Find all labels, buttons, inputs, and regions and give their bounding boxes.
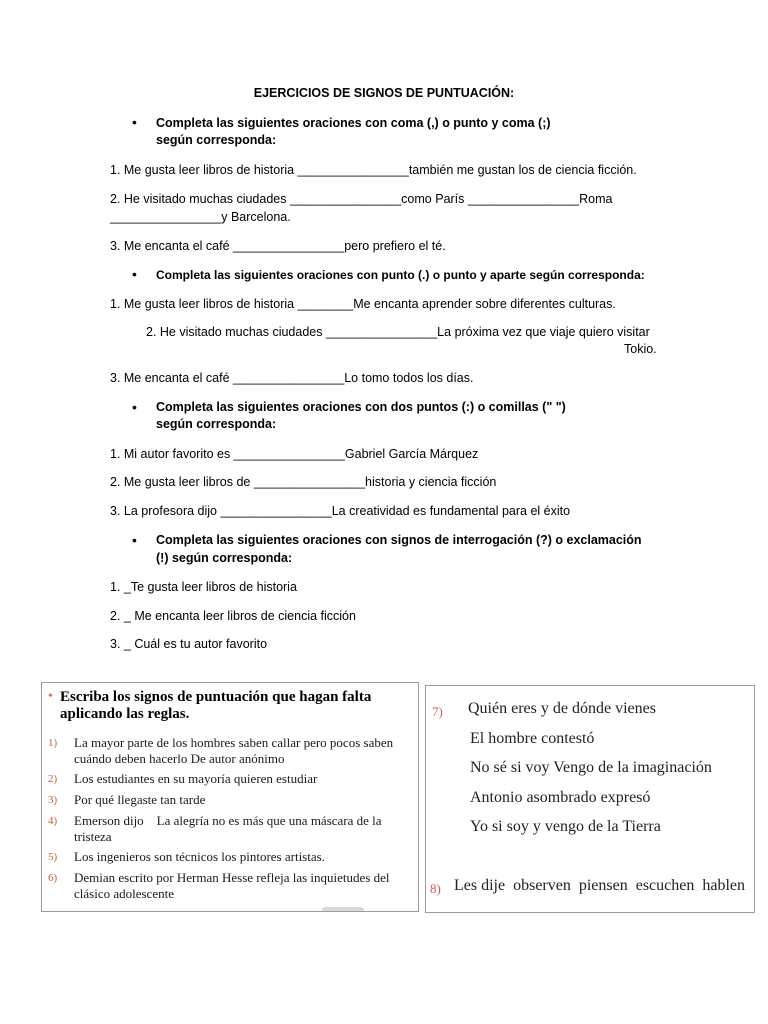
image-left-title-line1: Escriba los signos de puntuación que hagan falta — [60, 689, 372, 705]
section2-sentence-2a: 2. He visitado muchas ciudades ________________La próxima vez que viaje quiero visitar — [146, 325, 650, 339]
right-line-4: Antonio asombrado expresó — [470, 789, 651, 806]
section3-heading-line2: según corresponda: — [156, 417, 277, 431]
section1-sentence-1: 1. Me gusta leer libros de historia ________________también me gustan los de ciencia ficción. — [110, 163, 637, 177]
bullet-icon: • — [132, 532, 137, 548]
item-text: Los ingenieros son técnicos los pintores artistas. — [74, 849, 325, 864]
item-number: 6) — [48, 872, 58, 884]
section4-sentence-3: 3. _ Cuál es tu autor favorito — [110, 637, 268, 651]
bullet-icon: • — [48, 689, 53, 704]
right-line-3: No sé si voy Vengo de la imaginación — [470, 759, 712, 776]
image-left-title-line2: aplicando las reglas. — [60, 706, 190, 722]
list-item — [48, 870, 414, 902]
section2-sentence-3: 3. Me encanta el café ________________Lo tomo todos los días. — [110, 371, 474, 385]
section4-sentence-2: 2. _ Me encanta leer libros de ciencia ficción — [110, 609, 356, 623]
item-number: 8) — [430, 881, 441, 896]
section1-sentence-2b: ________________y Barcelona. — [110, 210, 291, 224]
exercise-image-right — [425, 685, 755, 913]
section1-sentence-3: 3. Me encanta el café ________________pero prefiero el té. — [110, 239, 446, 253]
section3-heading-line1: Completa las siguientes oraciones con dos puntos (:) o comillas (" ") — [156, 400, 566, 414]
item-number: 3) — [48, 794, 58, 806]
image-artifact — [322, 907, 364, 912]
section2-sentence-2b: Tokio. — [624, 342, 657, 356]
section1-sentence-2a: 2. He visitado muchas ciudades ________________como París ________________Roma — [110, 192, 613, 206]
item-text: Los estudiantes en su mayoría quieren estudiar — [74, 771, 318, 786]
list-item — [48, 849, 414, 865]
list-item — [48, 735, 414, 767]
exercise-image-left — [41, 682, 419, 912]
right-line-5: Yo si soy y vengo de la Tierra — [470, 818, 661, 835]
section4-heading-line2: (!) según corresponda: — [156, 551, 293, 565]
item-text: Por qué llegaste tan tarde — [74, 792, 206, 807]
section1-heading-line1: Completa las siguientes oraciones con coma (,) o punto y coma (;) — [156, 116, 551, 130]
item-text: Demian escrito por Herman Hesse refleja las inquietudes del clásico adolescente — [74, 870, 390, 901]
section3-sentence-1: 1. Mi autor favorito es ________________Gabriel García Márquez — [110, 447, 479, 461]
section3-sentence-3: 3. La profesora dijo ________________La creatividad es fundamental para el éxito — [110, 504, 571, 518]
section3-sentence-2: 2. Me gusta leer libros de ________________historia y ciencia ficción — [110, 475, 497, 489]
right-line-1: Quién eres y de dónde vienes — [468, 700, 656, 717]
bullet-icon: • — [132, 266, 137, 282]
item-number: 7) — [432, 704, 443, 719]
list-item — [48, 771, 414, 787]
bullet-icon: • — [132, 114, 137, 130]
item-number: 1) — [48, 737, 58, 749]
section2-sentence-1: 1. Me gusta leer libros de historia ________Me encanta aprender sobre diferentes culturas. — [110, 297, 616, 311]
item-number: 2) — [48, 773, 58, 785]
item-text: Emerson dijo La alegría no es más que una máscara de la tristeza — [74, 813, 385, 844]
section4-sentence-1: 1. _Te gusta leer libros de historia — [110, 580, 297, 594]
section4-heading-line1: Completa las siguientes oraciones con signos de interrogación (?) o exclamación — [156, 533, 642, 547]
item-number: 4) — [48, 815, 58, 827]
bullet-icon: • — [132, 399, 137, 415]
right-line-8: Les dije observen piensen escuchen hablen — [454, 877, 746, 894]
section1-heading-line2: según corresponda: — [156, 133, 277, 147]
item-text: La mayor parte de los hombres saben callar pero pocos saben cuándo deben hacerlo De autor anónimo — [74, 735, 394, 766]
item-number: 5) — [48, 851, 58, 863]
list-item — [48, 792, 414, 808]
right-line-2: El hombre contestó — [470, 730, 595, 747]
page-title: EJERCICIOS DE SIGNOS DE PUNTUACIÓN: — [253, 86, 515, 100]
section2-heading: Completa las siguientes oraciones con punto (.) o punto y aparte según corresponda: — [156, 268, 645, 282]
list-item — [48, 813, 414, 845]
image-left-list — [48, 735, 414, 902]
